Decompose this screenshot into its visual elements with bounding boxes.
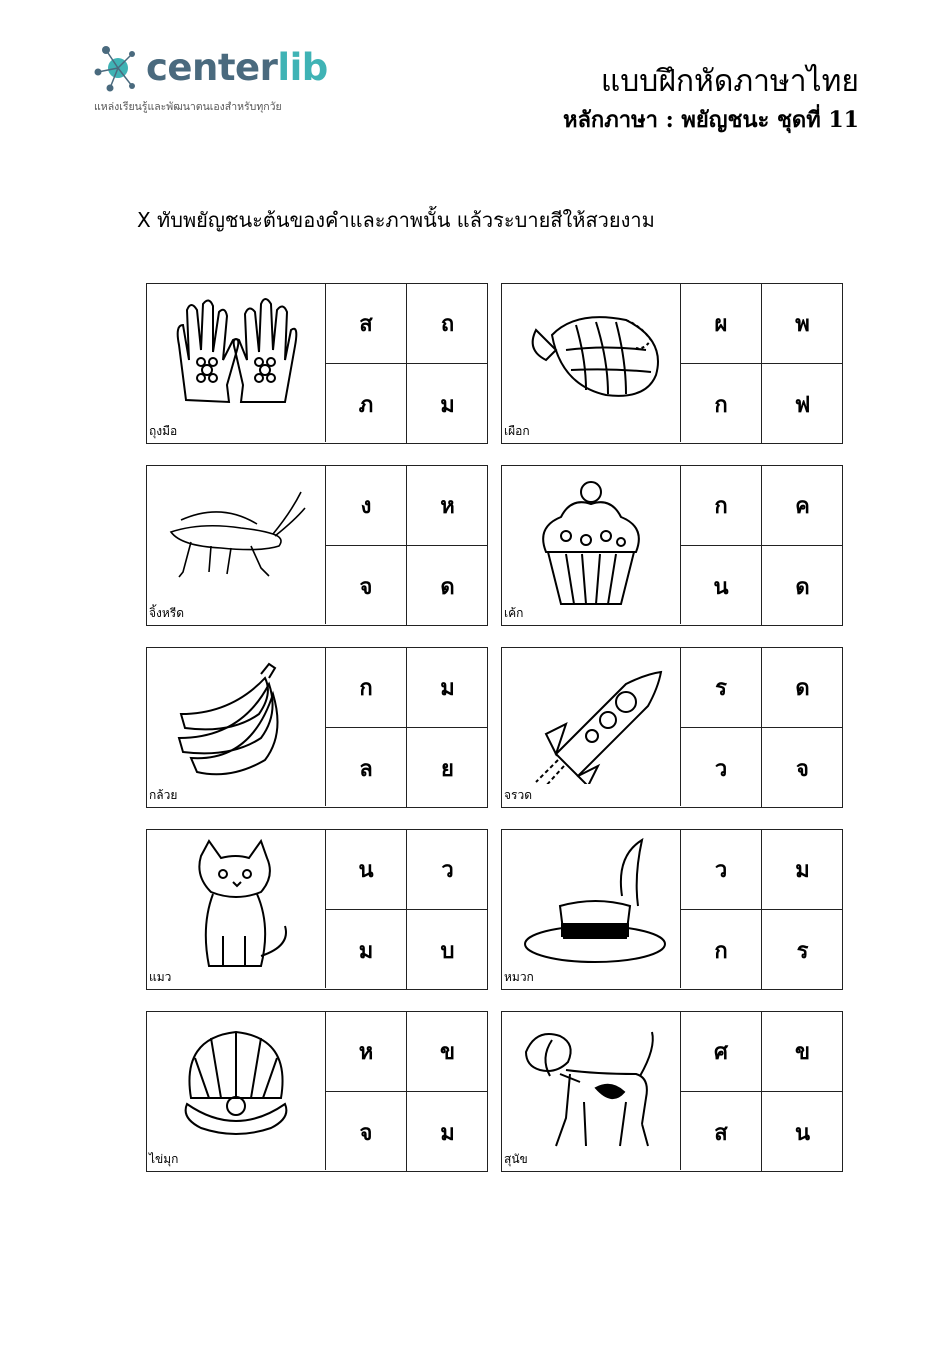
word-label: จรวด [504,788,533,802]
letter-choice[interactable]: ง [326,466,407,546]
word-label: ไข่มุก [149,1152,179,1166]
letter-choice[interactable]: ผ [681,284,762,364]
letter-choice[interactable]: ข [762,1012,843,1092]
logo-molecule-icon [92,42,144,94]
word-label: เผือก [504,424,530,438]
letter-choice[interactable]: ห [407,466,488,546]
cupcake-icon [516,472,666,612]
exercise-card-cricket [146,465,488,626]
dog-icon [516,1018,666,1158]
letter-choice[interactable]: ว [407,830,488,910]
letter-choice[interactable]: ภ [326,364,407,444]
picture-cell [502,284,681,442]
letter-choice[interactable]: ก [326,648,407,728]
letter-choice[interactable]: ด [440,574,455,600]
word-label: กล้วย [149,788,178,802]
logo-wordmark: centerlib [146,46,328,89]
picture-cell [147,284,326,442]
word-label: จิ้งหรีด [149,606,185,620]
exercise-card-hat [501,829,843,990]
letter-choice[interactable]: จ [326,546,407,626]
word-label: เค้ก [504,606,524,620]
instruction-text: X ทับพยัญชนะต้นของคำและภาพนั้น แล้วระบายสีให้สวยงาม [137,208,655,232]
letter-choice[interactable]: ร [681,648,762,728]
exercise-card-cat [146,829,488,990]
letter-choice[interactable]: ด [762,648,843,728]
rocket-icon [516,654,666,784]
exercise-card-banana [146,647,488,808]
picture-cell [147,1012,326,1170]
exercise-card-pearl [146,1011,488,1172]
letter-choice[interactable]: ถ [407,284,488,364]
letter-choice[interactable]: ส [681,1092,762,1172]
letter-choice[interactable]: ข [407,1012,488,1092]
letter-choice[interactable]: จ [326,1092,407,1172]
letter-choice[interactable]: ม [326,910,407,990]
pearl-shell-icon [161,1018,311,1148]
picture-cell [502,830,681,988]
picture-cell [147,648,326,806]
word-label: แมว [149,970,172,984]
letter-choice[interactable]: ร [796,938,809,964]
letter-choice[interactable]: ม [440,1120,455,1146]
letter-choice[interactable]: น [681,546,762,626]
exercise-card-rocket [501,647,843,808]
picture-cell [502,1012,681,1170]
word-label: ถุงมือ [149,424,178,438]
letter-choice[interactable]: จ [796,756,809,782]
cricket-icon [161,472,311,602]
word-label: หมวก [504,970,534,984]
centerlib-logo [92,42,352,122]
hat-icon [516,836,666,976]
letter-choice[interactable]: ด [795,574,810,600]
letter-choice[interactable]: ว [681,830,762,910]
page-title: แบบฝึกหัดภาษาไทย [600,64,859,99]
letter-choice[interactable]: ล [326,728,407,808]
exercise-card-taro [501,283,843,444]
letter-choice[interactable]: ค [762,466,843,546]
picture-cell [502,466,681,624]
exercise-card-dog [501,1011,843,1172]
letter-choice[interactable]: ศ [681,1012,762,1092]
exercise-card-cupcake [501,465,843,626]
gloves-icon [161,290,311,420]
letter-choice[interactable]: ย [441,756,454,782]
picture-cell [502,648,681,806]
letter-choice[interactable]: ม [440,392,455,418]
letter-choice[interactable]: ก [681,466,762,546]
word-label: สุนัข [504,1152,528,1166]
letter-choice[interactable]: ก [681,910,762,990]
letter-choice[interactable]: ห [326,1012,407,1092]
cat-icon [161,836,311,976]
logo-tagline: แหล่งเรียนรู้และพัฒนาตนเองสำหรับทุกวัย [94,101,282,113]
letter-choice[interactable]: น [794,1120,811,1146]
letter-choice[interactable]: ม [762,830,843,910]
picture-cell [147,466,326,624]
letter-choice[interactable]: ส [326,284,407,364]
banana-icon [161,654,311,784]
letter-choice[interactable]: ว [681,728,762,808]
letter-choice[interactable]: ฟ [794,392,811,418]
letter-choice[interactable]: ก [681,364,762,444]
letter-choice[interactable]: พ [762,284,843,364]
exercise-card-gloves [146,283,488,444]
letter-choice[interactable]: ม [407,648,488,728]
picture-cell [147,830,326,988]
taro-icon [516,290,666,420]
letter-choice[interactable]: น [326,830,407,910]
letter-choice[interactable]: บ [440,938,455,964]
page-subtitle: หลักภาษา : พยัญชนะ ชุดที่ 11 [562,107,859,133]
